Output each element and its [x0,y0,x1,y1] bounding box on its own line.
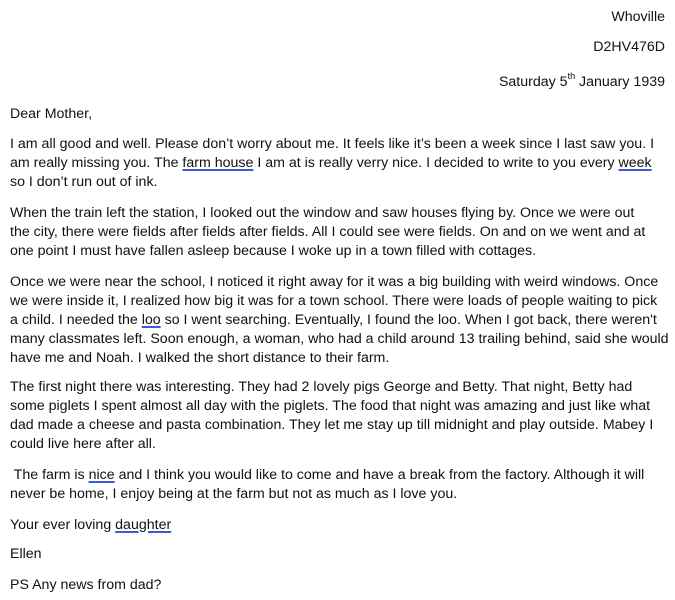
paragraph-3-line-5: have me and Noah. I walked the short distance to their farm. [10,350,390,366]
greeting: Dear Mother, [10,106,93,122]
paragraph-4 [10,378,670,454]
text-run: The farm is [10,467,89,483]
paragraph-1-line-2 [10,154,670,173]
paragraph-2 [10,204,670,261]
date-suffix: th [567,71,576,82]
paragraph-1-line-1: I am all good and well. Please don’t worry about me. It feels like it’s been a week since I last saw you. I [10,136,655,152]
paragraph-3-line-1: Once we were near the school, I noticed it right away for it was a big building with weird windows. Once [10,274,659,290]
paragraph-4-line-3: dad made a cheese and pasta combination. They let me stay up till midnight and play outside. Mabey I [10,417,654,433]
spellcheck-flag-week[interactable]: week [618,155,652,171]
paragraph-4-line-2: some piglets I spent almost all day with the piglets. The food that night was amazing and just like what [10,398,651,414]
postscript: PS Any news from dad? [10,577,162,593]
paragraph-4-line-4: could live here after all. [10,436,156,452]
text-run: am really missing you. The [10,155,183,171]
spellcheck-flag-nice[interactable]: nice [88,467,115,483]
date-month-year: January 1939 [575,74,665,90]
signature: Ellen [10,546,42,562]
paragraph-3 [10,273,670,368]
letter-date [499,73,665,92]
paragraph-2-line-1: When the train left the station, I looked out the window and saw houses flying by. Once we were out [10,205,635,221]
text-run: and I think you would like to come and have a break from the factory. Although it will [114,467,645,483]
spellcheck-flag-farm-house[interactable]: farm house [182,155,254,171]
paragraph-3-line-2: we were inside it, I realized how big it was for a town school. There were loads of people waiting to pick [10,293,658,309]
address-code: D2HV476D [593,39,665,55]
paragraph-5-line-1 [10,466,670,485]
paragraph-3-line-4: many classmates left. Soon enough, a woman, who had a child around 13 trailing behind, said she would [10,331,669,347]
paragraph-2-line-3: one point I must have fallen asleep because I woke up in a town filled with cottages. [10,243,537,259]
paragraph-1-line-3: so I don’t run out of ink. [10,174,158,190]
paragraph-2-line-2: the city, there were fields after fields after fields. All I could see were fields. On and on we went and at [10,224,646,240]
closing-line [10,516,670,535]
closing-text: Your ever loving [10,517,116,533]
spellcheck-flag-daughter[interactable]: daughter [115,517,172,533]
paragraph-5 [10,466,670,504]
paragraph-1 [10,135,670,192]
address-town: Whoville [611,9,665,25]
paragraph-5-line-2: never be home, I enjoy being at the farm but not as much as I love you. [10,486,458,502]
spellcheck-flag-loo[interactable]: loo [141,312,161,328]
paragraph-4-line-1: The first night there was interesting. They had 2 lovely pigs George and Betty. That night, Betty had [10,379,633,395]
paragraph-3-line-3 [10,311,670,330]
text-run: a child. I needed the [10,312,142,328]
text-run: I am at is really verry nice. I decided to write to you every [253,155,619,171]
text-run: so I went searching. Eventually, I found the loo. When I got back, there weren't [160,312,657,328]
date-day: Saturday 5 [498,74,568,90]
